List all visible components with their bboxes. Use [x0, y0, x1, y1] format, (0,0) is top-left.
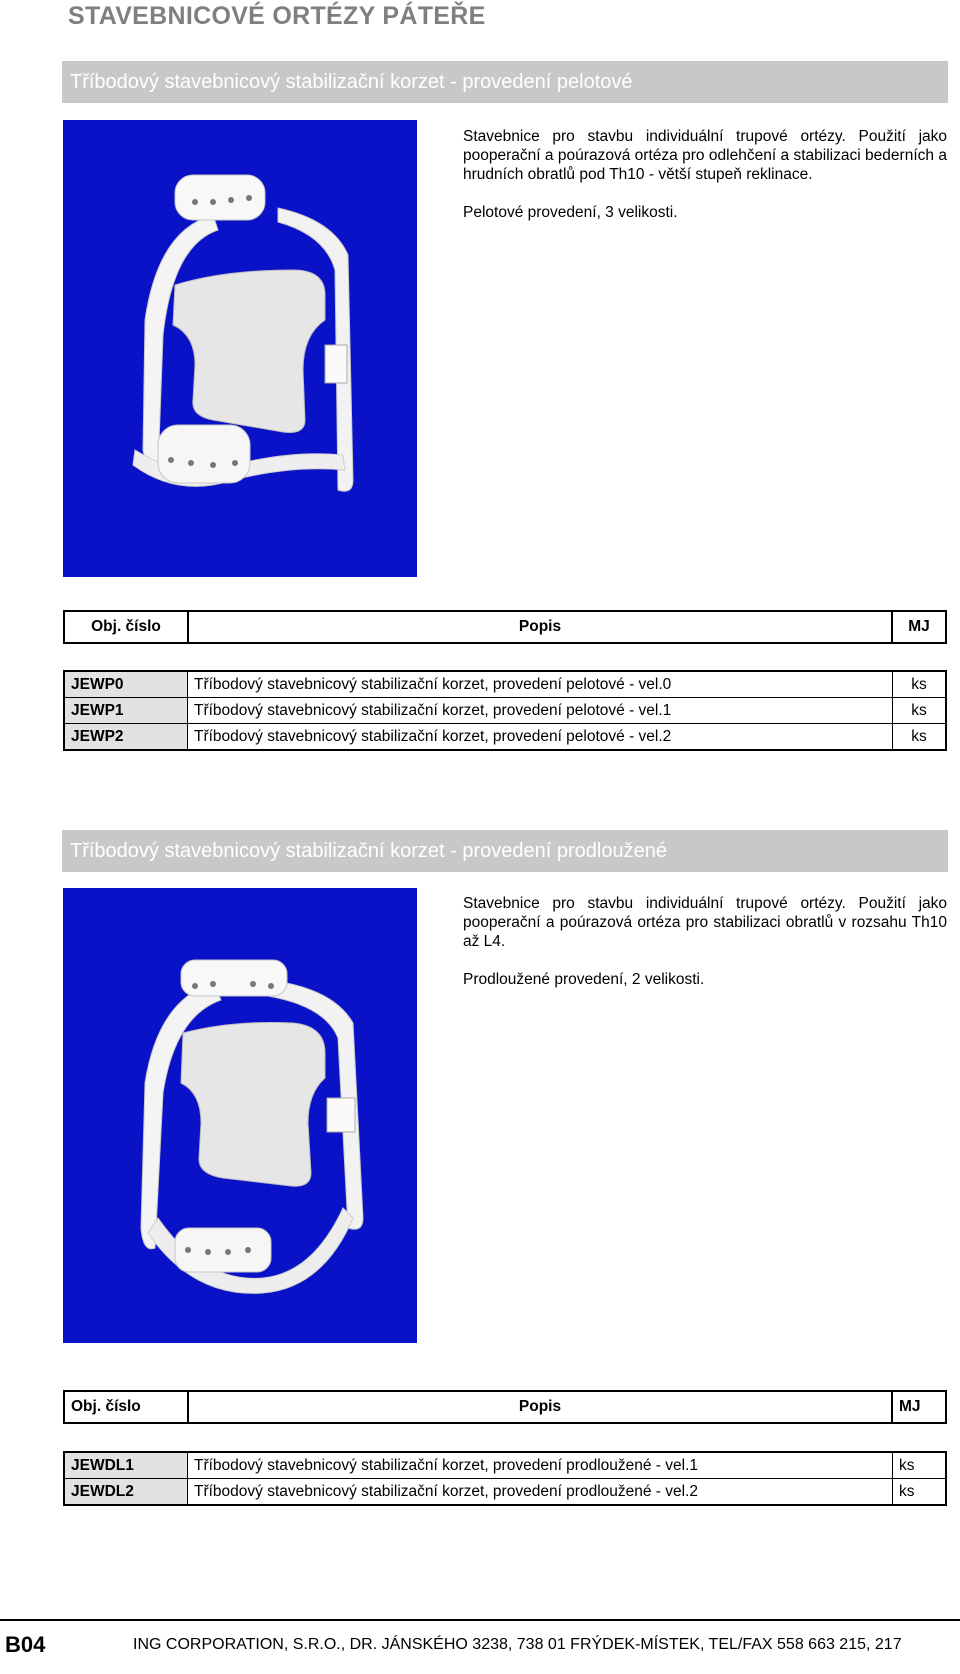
table-row [64, 1479, 946, 1506]
description-text: Stavebnice pro stavbu individuální trupové ortézy. Použití jako pooperační a poúrazová ortéza pro stabilizaci obratlů v rozsahu Th10 až L4. [463, 895, 947, 950]
item-description: Tříbodový stavebnicový stabilizační korzet, provedení pelotové - vel.2 [188, 724, 893, 751]
item-unit: ks [893, 1452, 947, 1479]
item-description: Tříbodový stavebnicový stabilizační korzet, provedení pelotové - vel.1 [188, 698, 893, 724]
table-row [64, 724, 946, 751]
order-table-header-prodlouzene [63, 1390, 947, 1424]
footer-divider [0, 1619, 960, 1621]
item-description: Tříbodový stavebnicový stabilizační korzet, provedení prodloužené - vel.2 [188, 1479, 893, 1506]
product-description-pelotove [463, 127, 947, 222]
table-row [64, 1452, 946, 1479]
order-code: JEWP1 [64, 698, 188, 724]
order-table-pelotove [63, 670, 947, 751]
item-unit: ks [893, 724, 947, 751]
product-photo-prodlouzene [63, 888, 417, 1343]
header-unit: MJ [892, 611, 946, 643]
product-description-prodlouzene [463, 894, 947, 989]
company-contact: ING CORPORATION, S.R.O., DR. JÁNSKÉHO 3238, 738 01 FRÝDEK-MÍSTEK, TEL/FAX 558 663 215, 217 [133, 1636, 902, 1653]
header-description: Popis [188, 1391, 892, 1423]
order-code: JEWP0 [64, 671, 188, 698]
header-order-number: Obj. číslo [64, 1391, 188, 1423]
page-code: B04 [5, 1632, 46, 1657]
section-heading-prodlouzene: Tříbodový stavebnicový stabilizační korzet - provedení prodloužené [62, 830, 948, 872]
item-unit: ks [893, 1479, 947, 1506]
header-description: Popis [188, 611, 892, 643]
item-description: Tříbodový stavebnicový stabilizační korzet, provedení prodloužené - vel.1 [188, 1452, 893, 1479]
page-title: STAVEBNICOVÉ ORTÉZY PÁTEŘE [68, 2, 486, 30]
table-row [64, 698, 946, 724]
product-photo-pelotove [63, 120, 417, 577]
item-unit: ks [893, 671, 947, 698]
order-code: JEWDL1 [64, 1452, 188, 1479]
header-order-number: Obj. číslo [64, 611, 188, 643]
header-unit: MJ [892, 1391, 946, 1423]
order-table-prodlouzene [63, 1451, 947, 1506]
order-code: JEWP2 [64, 724, 188, 751]
item-unit: ks [893, 698, 947, 724]
table-row [64, 671, 946, 698]
order-table-header-pelotove [63, 610, 947, 644]
order-code: JEWDL2 [64, 1479, 188, 1506]
variant-note: Pelotové provedení, 3 velikosti. [463, 204, 678, 221]
description-text: Stavebnice pro stavbu individuální trupové ortézy. Použití jako pooperační a poúrazová ortéza pro odlehčení a stabilizaci bederních a hrudních obratlů pod Th10 - větší stupeň reklinace. [463, 128, 947, 183]
item-description: Tříbodový stavebnicový stabilizační korzet, provedení pelotové - vel.0 [188, 671, 893, 698]
section-heading-pelotove: Tříbodový stavebnicový stabilizační korzet - provedení pelotové [62, 61, 948, 103]
variant-note: Prodloužené provedení, 2 velikosti. [463, 971, 705, 988]
